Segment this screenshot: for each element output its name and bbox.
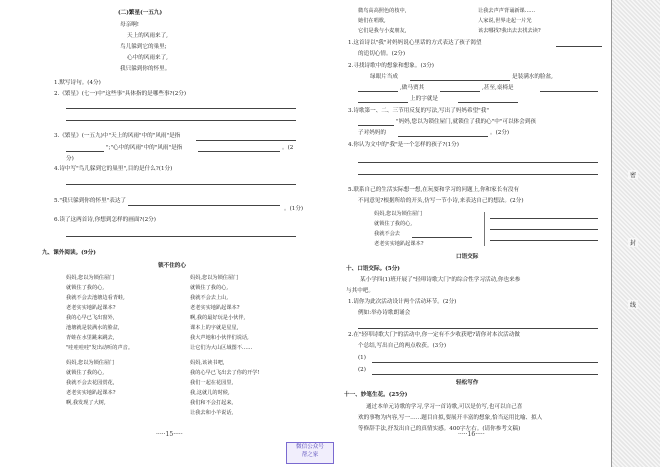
stanza-line: 妈妈,您以为锁住屋门 xyxy=(66,275,115,281)
answer-blank[interactable] xyxy=(358,91,398,92)
stanza-line: 就锁住了我的心, xyxy=(66,370,104,376)
poem-line: 心中的风雨来了, xyxy=(127,55,168,61)
section-9-title: 九、课外阅读。(9分) xyxy=(42,250,96,256)
stanza-line: 池塘就是装满水的脸盆, xyxy=(66,325,120,331)
stanza-line: 我就不会去花园赏花, xyxy=(66,380,115,386)
poem-line: 该去哪找?我出去去找去读? xyxy=(478,28,541,34)
section-10-intro-cont: 与其中吧。 xyxy=(346,288,374,294)
answer-blank[interactable] xyxy=(540,91,598,92)
poem-line: 妈妈,您以为锁住屋门 xyxy=(374,211,423,217)
poem-line: 鸟儿躲到它的巢里; xyxy=(120,44,167,50)
answer-label-2: (2) xyxy=(358,367,366,373)
answer-line[interactable] xyxy=(372,362,598,363)
section-10-example: 例如:举办诗歌朗诵会 xyxy=(358,310,411,316)
stanza-line: "哇哇哇哇"发出动听的声音。 xyxy=(66,345,134,351)
stanza-line: 就锁住了我的心, xyxy=(190,285,228,291)
stanza-line: 老老实实地趴起课本? xyxy=(66,390,116,396)
answer-line[interactable] xyxy=(358,162,598,163)
right-question-5-cont: 不同意见?根据所给的开头,仿写一节小诗,来表达自己的想法。(2分) xyxy=(358,198,524,204)
poem-line: 它们是我与小麦朋友, xyxy=(358,28,407,34)
stanza-line: 我们一起在花园里, xyxy=(190,380,234,386)
binding-margin xyxy=(612,0,660,467)
right-question-2-b: 是装满水的脸盆, xyxy=(512,74,553,80)
answer-line[interactable] xyxy=(66,108,296,109)
stanza-line: 妈妈,该读书吧, xyxy=(190,360,225,366)
stanza-line: 让我去和小羊说话, xyxy=(190,410,234,416)
right-question-2-e: 上的字就是 xyxy=(410,96,438,102)
stanza-line: 老老实实地趴起课本? xyxy=(66,305,116,311)
section-10-q1: 1.请你为此次活动设计两个活动环节。(2分) xyxy=(348,299,457,305)
answer-line[interactable] xyxy=(358,328,598,329)
right-question-2-d: ,甚至,桌椅是 xyxy=(482,85,514,91)
section-10-q2: 2.在"轻叩诗歌大门"的活动中,你一定有不少收获吧?请你对本次活动做 xyxy=(348,332,520,338)
right-question-3-b: "妈妈,您以为锁住屋门,就锁住了我的心"中"可以体会到孩 xyxy=(396,119,536,125)
poem-line: 就锁住了我的心, xyxy=(374,221,412,227)
right-question-2-a: 绿眼片当成 xyxy=(370,74,398,80)
section2-title: (二)繁星(一五九) xyxy=(118,10,163,16)
section-11-body: 等修辞手法,抒发出自己的真情实感。400字左右。(请你参考文稿) xyxy=(358,426,521,432)
right-question-3-c: 子对妈妈的 xyxy=(358,130,386,136)
answer-line[interactable] xyxy=(66,236,296,237)
poem-line: 老老实实地趴起课本? xyxy=(374,241,424,247)
question-6: 6.读了这两首诗,你想到怎样的画面?(2分) xyxy=(54,217,156,223)
answer-line[interactable] xyxy=(372,374,598,375)
page-number-value: 16 xyxy=(467,431,476,438)
right-question-2-c: ,做马贾其 xyxy=(400,85,425,91)
answer-blank[interactable] xyxy=(358,102,408,103)
seal-char: 线 xyxy=(629,302,636,309)
stanza-line: 课本上的字就是星星, xyxy=(190,325,239,331)
stanza-line: 啊,我发现了大树, xyxy=(66,400,106,406)
section-11-body: 通过本单元诗歌的学习,学习一首诗歌,可以是仿写,也可以自己喜 xyxy=(366,404,523,410)
question-3: 3.《繁星》(一五九)中"天上的风雨"中的"风雨"是指 xyxy=(54,133,181,139)
stanza-line: 就锁住了我的心, xyxy=(66,285,104,291)
stanza-line: 我大声地和小伙伴们说话, xyxy=(190,335,249,341)
question-2: 2.《繁星》(七一)中"这些事"具体指的是哪些事?(2分) xyxy=(54,91,187,97)
page-number-left: ·····15····· xyxy=(156,431,183,438)
seal-char: 密 xyxy=(629,172,636,179)
stanza-line: 我们和不会打起来, xyxy=(190,400,234,406)
stanza-line: 我,这就儿的时候, xyxy=(190,390,230,396)
stanza-line: 我就不会去池塘边看青蛙, xyxy=(66,295,125,301)
right-question-4: 4.你认为文中的"我"是一个怎样的孩子?(1分) xyxy=(348,142,459,148)
answer-line[interactable] xyxy=(66,120,296,121)
right-question-1-cont: 的追切心情。(2分) xyxy=(358,51,406,57)
answer-blank[interactable] xyxy=(358,125,394,126)
reading-title: 锁不住的心 xyxy=(158,263,186,269)
stamp-line: 微信公众号 xyxy=(296,444,324,450)
stanza-line: 妈妈,您以为锁住屋门 xyxy=(66,360,115,366)
right-question-1: 1.这首诗以"我"对妈妈说心里话的方式表达了孩子渴望 xyxy=(348,40,482,46)
answer-blank[interactable] xyxy=(398,136,488,137)
poem-line: 让我去声声背诵新课…… xyxy=(478,8,536,14)
question-5: 5."我只躲到你的怀里"表达了 xyxy=(54,198,127,204)
answer-blank[interactable] xyxy=(198,151,280,152)
answer-line[interactable] xyxy=(358,174,598,175)
answer-label-1: (1) xyxy=(358,355,366,361)
answer-line[interactable] xyxy=(490,229,598,230)
stanza-line: 老老实实地趴起课本? xyxy=(190,305,240,311)
stanza-line: 我就不会去上山, xyxy=(190,295,228,301)
page-number-right: ·····16····· xyxy=(458,431,485,438)
section-10-q2-cont: 个总结,写出自己的两点收获。(3分) xyxy=(358,343,447,349)
question-3-score-end: 分) xyxy=(66,156,74,162)
wechat-stamp xyxy=(286,442,334,464)
seal-char: 封 xyxy=(629,240,636,247)
stamp-line: 帮之家 xyxy=(301,452,319,458)
answer-blank[interactable] xyxy=(66,151,104,152)
page-number-value: 15 xyxy=(165,431,174,438)
question-4: 4.诗中写"鸟儿躲到它的巢里",目的是什么?(1分) xyxy=(54,166,173,172)
right-question-2: 2.寻找诗歌中的想象和想象。(3分) xyxy=(348,63,434,69)
section-10-title: 十、口语交际。(5分) xyxy=(346,266,400,272)
section-10-intro: 某小学四(1)班开展了"轻叩诗歌大门"的综合性学习活动,你也来参 xyxy=(360,277,521,283)
answer-blank[interactable] xyxy=(128,205,280,206)
section-11-title: 十一、妙笔生花。(25分) xyxy=(344,392,408,398)
stanza-line: 让它们为大山区域图不…… xyxy=(190,345,253,351)
section-11-body: 欢的事物为内容,写一……题目自拟,要展开丰富的想象,恰当运用比喻、拟人 xyxy=(358,415,543,421)
poem-line: 我就不会去 xyxy=(374,231,400,237)
answer-blank[interactable] xyxy=(556,46,602,47)
answer-blank[interactable] xyxy=(410,80,510,81)
stanza-line: 青蛙在水里跳来跳去, xyxy=(66,335,115,341)
answer-line[interactable] xyxy=(490,240,598,241)
oral-heading: 口语交际 xyxy=(456,254,479,260)
writing-heading: 轻松写作 xyxy=(456,380,479,386)
question-3-score: 。(2 xyxy=(282,145,294,151)
stanza-line: 妈妈,您以为锁住屋门 xyxy=(190,275,239,281)
answer-blank[interactable] xyxy=(440,91,480,92)
right-question-5: 5.联系自己的生活实际想一想,在玩耍和学习的问题上,你和家长有没有 xyxy=(348,187,520,193)
poem-line: 人家说,世界走起一片光 xyxy=(478,18,532,24)
poem-line: 她们在唱歌, xyxy=(358,18,386,24)
poem-line: 微鸟高高照色的枝中, xyxy=(358,8,407,14)
poem-line: 母亲啊! xyxy=(120,22,140,28)
bracket-line xyxy=(484,212,485,246)
answer-blank[interactable] xyxy=(196,140,296,141)
right-question-3: 3.诗歌第一、二、三节用反复的写法,写出了妈妈希望"我" xyxy=(348,108,489,114)
answer-blank[interactable] xyxy=(458,102,518,103)
answer-line[interactable] xyxy=(490,218,598,219)
stanza-line: 我的心早已飞出窗外, xyxy=(66,315,115,321)
answer-line[interactable] xyxy=(66,184,296,185)
question-1: 1.默写诗句。(4分) xyxy=(54,80,101,86)
stanza-line: 啊,我的最好玩是小伙伴, xyxy=(190,315,246,321)
answer-blank[interactable] xyxy=(412,237,472,238)
poem-line: 我只躲到你的怀里。 xyxy=(120,66,171,72)
question-3-cont: ";"心中的风雨"中的"风雨"是指 xyxy=(106,145,183,151)
poem-line: 天上的风雨来了, xyxy=(127,33,168,39)
right-question-3-score: 。(2分) xyxy=(490,130,510,136)
question-5-score: 。(1分) xyxy=(284,206,304,212)
stanza-line: 我的心早已飞出去了你的开学! xyxy=(190,370,260,376)
